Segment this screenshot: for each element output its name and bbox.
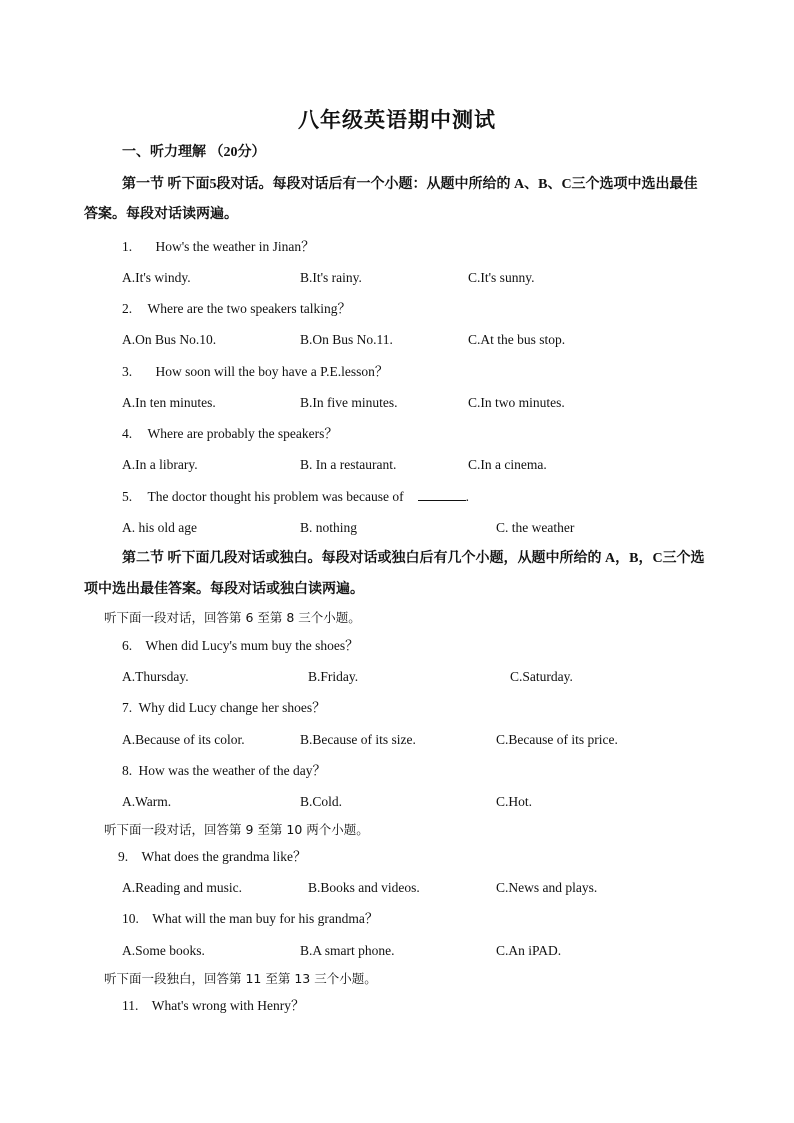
question-6 bbox=[122, 637, 359, 655]
question-5: 5. The doctor thought his problem was because of . bbox=[122, 489, 469, 504]
option-6b: B.Friday. bbox=[308, 669, 359, 684]
part1-instruction-line2: 答案。每段对话读两遍。 bbox=[84, 207, 238, 222]
option-10c: C.An iPAD. bbox=[496, 943, 562, 958]
section-note-3: 听下面一段独白，回答第 11 至第 13 三个小题。 bbox=[104, 971, 377, 986]
option-8c: C.Hot. bbox=[496, 794, 533, 809]
option-7a: A.Because of its color. bbox=[122, 732, 245, 747]
option-1a: A.It's windy. bbox=[122, 270, 191, 285]
option-4c: C.In a cinema. bbox=[468, 457, 547, 472]
option-7b: B.Because of its size. bbox=[300, 732, 416, 747]
option-1b: B.It's rainy. bbox=[300, 270, 362, 285]
question-text: What does the grandma like？ bbox=[141, 849, 307, 864]
option-6a: A.Thursday. bbox=[122, 669, 189, 684]
option-8a: A.Warm. bbox=[122, 794, 172, 809]
question-3 bbox=[122, 363, 388, 381]
question-number: 7. bbox=[122, 700, 133, 715]
option-5b: B. nothing bbox=[300, 520, 358, 535]
question-number: 4. bbox=[122, 426, 133, 441]
question-text: Where are probably the speakers？ bbox=[147, 426, 338, 441]
page-title: 八年级英语期中测试 bbox=[298, 108, 496, 132]
question-text: How soon will the boy have a P.E.lesson？ bbox=[155, 364, 389, 379]
question-number: 6. bbox=[122, 638, 133, 653]
question-text: What will the man buy for his grandma？ bbox=[152, 911, 379, 926]
question-number: 10. bbox=[122, 911, 139, 926]
part1-instruction-line1: 第一节 听下面5段对话。每段对话后有一个小题：从题中所给的 A、B、C三个选项中选出最佳 bbox=[122, 177, 698, 192]
question-number: 9. bbox=[118, 849, 129, 864]
question-text: The doctor thought his problem was because of bbox=[147, 489, 404, 504]
option-9b: B.Books and videos. bbox=[308, 880, 420, 895]
option-2a: A.On Bus No.10. bbox=[122, 332, 217, 347]
section-note-2: 听下面一段对话，回答第 9 至第 10 两个小题。 bbox=[104, 822, 369, 837]
part2-instruction-line2: 项中选出最佳答案。每段对话或独白读两遍。 bbox=[84, 582, 364, 597]
question-number: 11. bbox=[122, 998, 139, 1013]
option-8b: B.Cold. bbox=[300, 794, 343, 809]
section-heading-listening: 一、听力理解 （20分） bbox=[122, 145, 266, 160]
option-3b: B.In five minutes. bbox=[300, 395, 398, 410]
question-text: How was the weather of the day？ bbox=[138, 763, 326, 778]
option-3c: C.In two minutes. bbox=[468, 395, 565, 410]
option-2b: B.On Bus No.11. bbox=[300, 332, 393, 347]
question-text: When did Lucy's mum buy the shoes？ bbox=[145, 638, 359, 653]
option-10b: B.A smart phone. bbox=[300, 943, 395, 958]
option-10a: A.Some books. bbox=[122, 943, 205, 958]
question-8 bbox=[122, 762, 326, 780]
question-number: 3. bbox=[122, 364, 133, 379]
section-note-1: 听下面一段对话，回答第 6 至第 8 三个小题。 bbox=[104, 610, 361, 625]
question-text: Where are the two speakers talking？ bbox=[147, 301, 352, 316]
question-text: How's the weather in Jinan？ bbox=[155, 239, 315, 254]
question-number: 2. bbox=[122, 301, 133, 316]
question-1 bbox=[122, 238, 315, 256]
question-number: 1. bbox=[122, 239, 133, 254]
option-4a: A.In a library. bbox=[122, 457, 198, 472]
option-7c: C.Because of its price. bbox=[496, 732, 618, 747]
question-number: 8. bbox=[122, 763, 133, 778]
part2-instruction-line1: 第二节 听下面几段对话或独白。每段对话或独白后有几个小题，从题中所给的 A，B，C三个选 bbox=[122, 551, 705, 566]
question-9 bbox=[118, 848, 306, 866]
option-5a: A. his old age bbox=[122, 520, 197, 535]
question-4 bbox=[122, 425, 338, 443]
question-number: 5. bbox=[122, 489, 133, 504]
option-1c: C.It's sunny. bbox=[468, 270, 535, 285]
question-2 bbox=[122, 300, 351, 318]
option-3a: A.In ten minutes. bbox=[122, 395, 216, 410]
option-9a: A.Reading and music. bbox=[122, 880, 242, 895]
option-6c: C.Saturday. bbox=[510, 669, 573, 684]
option-4b: B. In a restaurant. bbox=[300, 457, 397, 472]
question-11 bbox=[122, 997, 305, 1015]
question-text: Why did Lucy change her shoes？ bbox=[138, 700, 326, 715]
question-7 bbox=[122, 699, 326, 717]
question-10 bbox=[122, 910, 378, 928]
question-text: What's wrong with Henry？ bbox=[151, 998, 305, 1013]
answer-blank bbox=[418, 488, 466, 501]
option-9c: C.News and plays. bbox=[496, 880, 598, 895]
option-5c: C. the weather bbox=[496, 520, 575, 535]
option-2c: C.At the bus stop. bbox=[468, 332, 566, 347]
